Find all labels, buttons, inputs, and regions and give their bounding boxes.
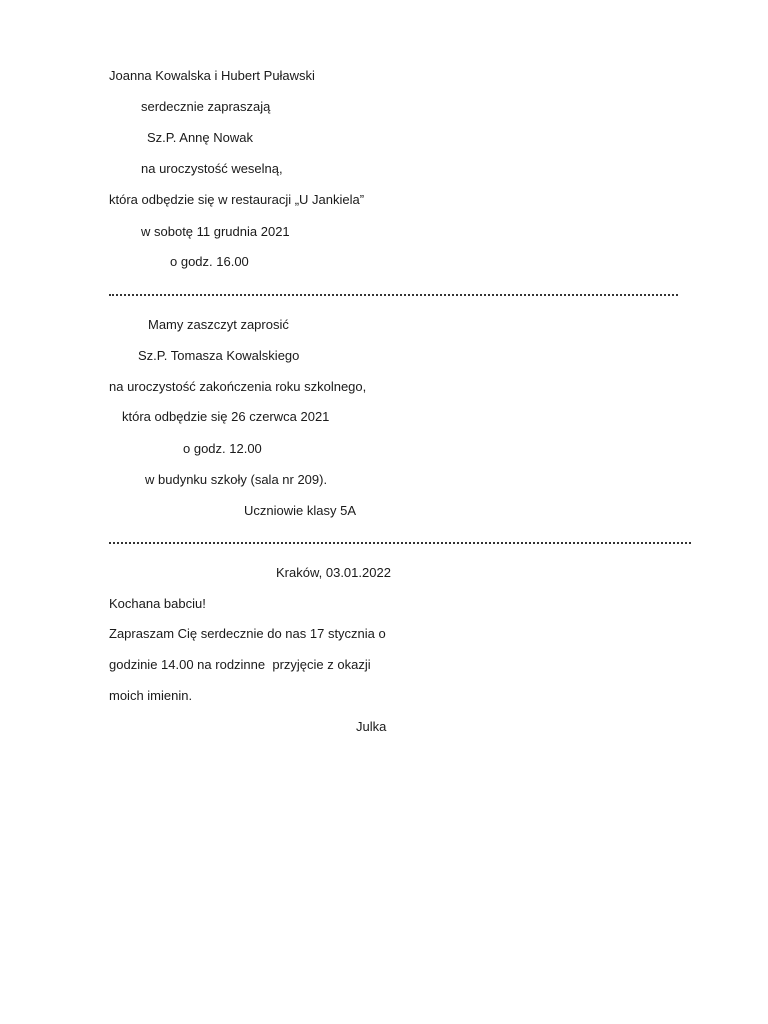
wedding-hosts: Joanna Kowalska i Hubert Puławski: [109, 68, 315, 83]
school-guest: Sz.P. Tomasza Kowalskiego: [138, 348, 300, 363]
wedding-occasion: na uroczystość weselną,: [141, 161, 283, 176]
letter-body-line-3: moich imienin.: [109, 688, 193, 703]
letter-signature: Julka: [356, 719, 387, 734]
school-venue: w budynku szkoły (sala nr 209).: [145, 472, 328, 487]
letter-place-date: Kraków, 03.01.2022: [276, 565, 391, 580]
wedding-venue: która odbędzie się w restauracji „U Jankiela”: [109, 192, 365, 207]
school-signature: Uczniowie klasy 5A: [244, 503, 356, 518]
wedding-invite-text: serdecznie zapraszają: [141, 99, 271, 114]
wedding-time: o godz. 16.00: [170, 254, 249, 269]
school-time: o godz. 12.00: [183, 441, 262, 456]
wedding-guest: Sz.P. Annę Nowak: [147, 130, 253, 145]
dotted-separator-1: [109, 294, 678, 298]
letter-greeting: Kochana babciu!: [109, 596, 206, 611]
dotted-separator-2: [109, 542, 691, 546]
letter-body-line-1: Zapraszam Cię serdecznie do nas 17 stycznia o: [109, 626, 386, 641]
school-date: która odbędzie się 26 czerwca 2021: [122, 409, 330, 424]
school-honor-text: Mamy zaszczyt zaprosić: [148, 317, 289, 332]
school-occasion: na uroczystość zakończenia roku szkolnego,: [109, 379, 367, 394]
letter-body-line-2: godzinie 14.00 na rodzinne przyjęcie z okazji: [109, 657, 371, 672]
wedding-date: w sobotę 11 grudnia 2021: [141, 224, 290, 239]
